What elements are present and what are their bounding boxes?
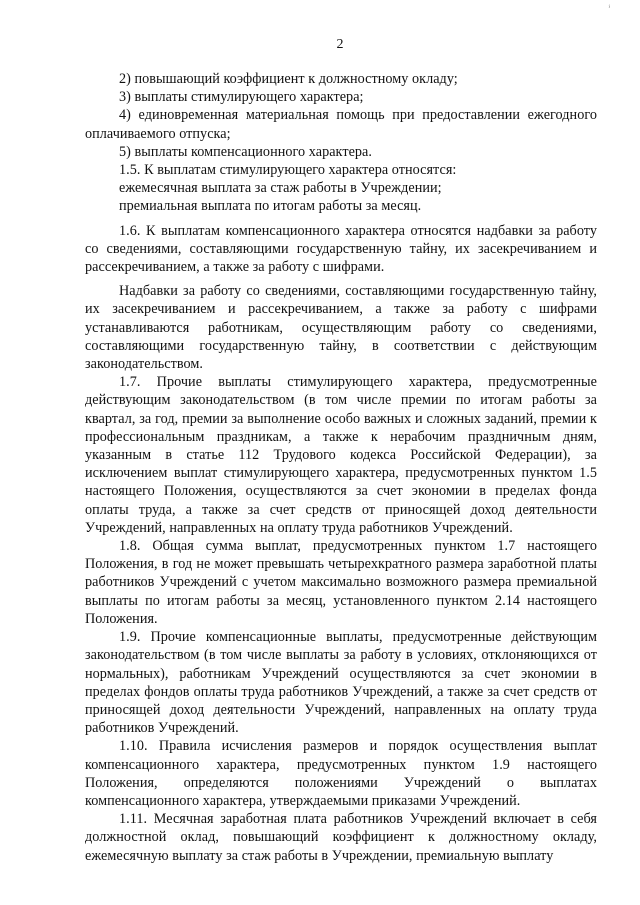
clause-1-5-item-1: ежемесячная выплата за стаж работы в Учреждении; xyxy=(119,180,442,197)
clause-1-5-item-2: премиальная выплата по итогам работы за месяц. xyxy=(119,198,422,215)
list-item-2: 2) повышающий коэффициент к должностному окладу; xyxy=(119,71,458,87)
clause-1-5: 1.5. К выплатам стимулирующего характера относятся: xyxy=(119,162,457,179)
corner-mark: ⁱ xyxy=(608,4,610,12)
list-item-4: 4) единовременная материальная помощь при предоставлении ежегодного оплачиваемого отпуска; xyxy=(85,107,597,142)
document-body xyxy=(85,70,597,865)
clause-1-10: 1.10. Правила исчисления размеров и порядок осуществления выплат компенсационного характера, предусмотренных пунктом 1.9 настоящего Положения, определяются положениями Учреждений о выплатах компенсационного характера, утверждаемыми приказами Учреждений. xyxy=(85,738,597,809)
clause-1-11: 1.11. Месячная заработная плата работников Учреждений включает в себя должностной оклад, повышающий коэффициент к должностному окладу, ежемесячную выплату за стаж работы в Учреждении, премиальную выплату xyxy=(85,811,597,864)
clause-1-7: 1.7. Прочие выплаты стимулирующего характера, предусмотренные действующим законодательством (в том числе премии по итогам работы за квартал, за год, премии за выполнение особо важных и сложных заданий, премии к профессиональным праздникам, а также к нерабочим праздничным дням, указанным в статье 112 Трудового кодекса Российской Федерации), за исключением выплат стимулирующего характера, предусмотренных пунктом 1.5 настоящего Положения, осуществляются за счет экономии в пределах фонда оплаты труда, а также за счет средств от приносящей доход деятельности Учреждений, направленных на оплату труда работников Учреждений. xyxy=(85,374,597,536)
clause-1-9: 1.9. Прочие компенсационные выплаты, предусмотренные действующим законодательством (в том числе выплаты за работу в условиях, отклоняющихся от нормальных), работникам Учреждений осуществляются за счет экономии в пределах фондов оплаты труда работников Учреждений, а также за счет средств от приносящей доход деятельности Учреждений, направленных на оплату труда работников Учреждений. xyxy=(85,629,597,737)
clause-1-8: 1.8. Общая сумма выплат, предусмотренных пунктом 1.7 настоящего Положения, в год не может превышать четырехкратного размера заработной платы работников Учреждений с учетом максимально возможного размера премиальной выплаты по итогам работы за месяц, установленного пунктом 2.14 настоящего Положения. xyxy=(85,538,597,627)
list-item-3: 3) выплаты стимулирующего характера; xyxy=(119,89,364,106)
clause-1-6: 1.6. К выплатам компенсационного характера относятся надбавки за работу со сведениями, составляющими государственную тайну, их засекречиванием и рассекречиванием, а также за работу с шифрами. xyxy=(85,222,597,276)
list-item-5: 5) выплаты компенсационного характера. xyxy=(119,143,372,160)
clause-1-6-allowances: Надбавки за работу со сведениями, составляющими государственную тайну, их засекречиванием и рассекречиванием, а также за работу с шифрами устанавливаются работникам, осуществляющим работу со сведениями, составляющими государственную тайну, в соответствии с действующим законодательством. xyxy=(85,283,597,373)
page-number: 2 xyxy=(336,37,344,52)
